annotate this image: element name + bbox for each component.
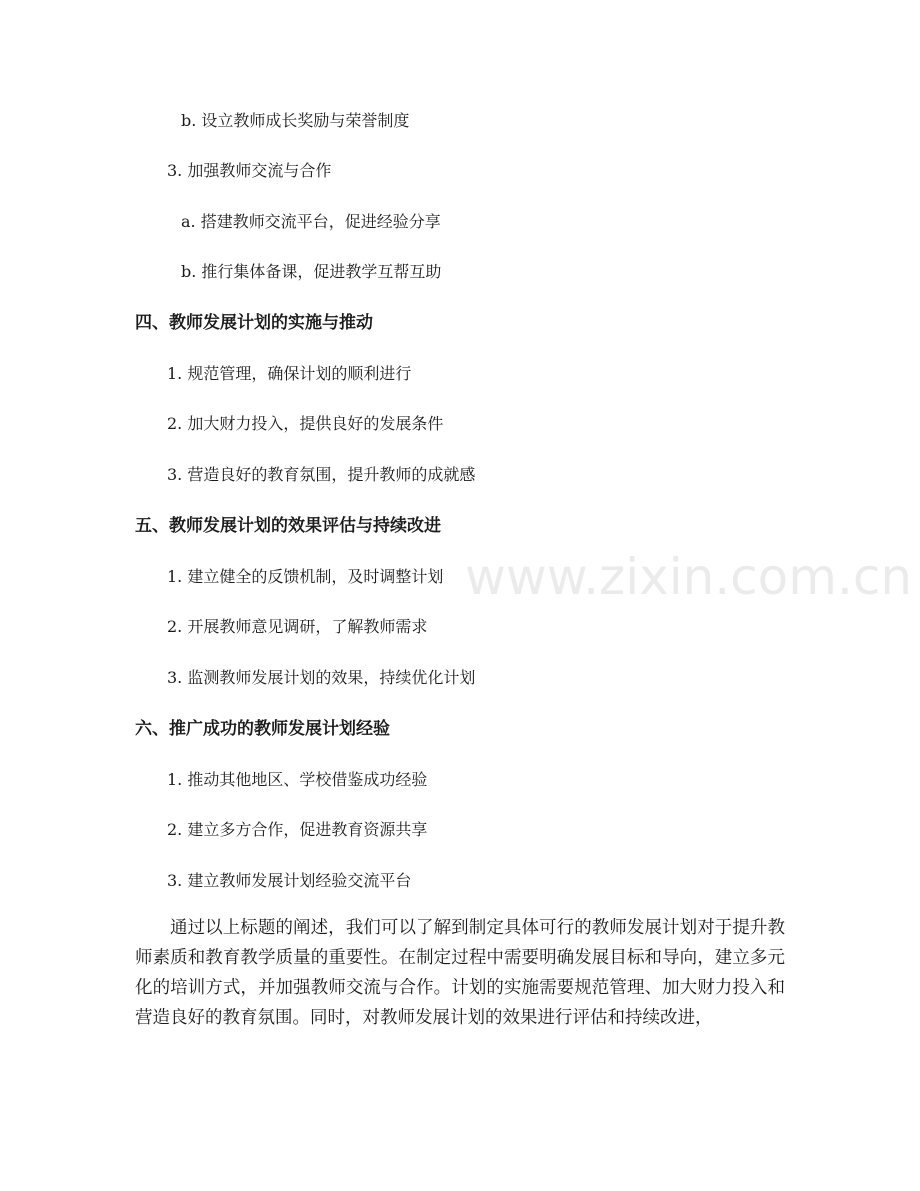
list-item-3-communication: 3. 加强教师交流与合作 [167,161,332,180]
section-6-heading: 六、推广成功的教师发展计划经验 [135,719,390,739]
section-5-heading: 五、教师发展计划的效果评估与持续改进 [135,516,441,536]
list-item-3-3b-collective-lesson: b. 推行集体备课，促进教学互帮互助 [181,262,442,281]
section-5-item-3: 3. 监测教师发展计划的效果，持续优化计划 [167,668,476,687]
list-item-3-3a-platform: a. 搭建教师交流平台，促进经验分享 [181,212,441,231]
section-5-item-1: 1. 建立健全的反馈机制，及时调整计划 [167,567,444,586]
watermark-text: www.zixin.com.cn [465,548,913,606]
section-4-item-2: 2. 加大财力投入，提供良好的发展条件 [167,414,444,433]
section-4-item-3: 3. 营造良好的教育氛围，提升教师的成就感 [167,465,476,484]
section-6-item-2: 2. 建立多方合作，促进教育资源共享 [167,820,428,839]
section-6-item-3: 3. 建立教师发展计划经验交流平台 [167,871,412,890]
section-4-item-1: 1. 规范管理，确保计划的顺利进行 [167,364,412,383]
section-5-item-2: 2. 开展教师意见调研，了解教师需求 [167,617,428,636]
conclusion-paragraph: 通过以上标题的阐述，我们可以了解到制定具体可行的教师发展计划对于提升教师素质和教育教学质量的重要性。在制定过程中需要明确发展目标和导向，建立多元化的培训方式，并加强教师交流与合作。计划的实施需要规范管理、加大财力投入和营造良好的教育氛围。同时，对教师发展计划的效果进行评估和持续改进， [135,918,785,1028]
section-4-heading: 四、教师发展计划的实施与推动 [135,313,373,333]
section-6-item-1: 1. 推动其他地区、学校借鉴成功经验 [167,770,428,789]
list-item-3b-reward: b. 设立教师成长奖励与荣誉制度 [181,111,410,130]
